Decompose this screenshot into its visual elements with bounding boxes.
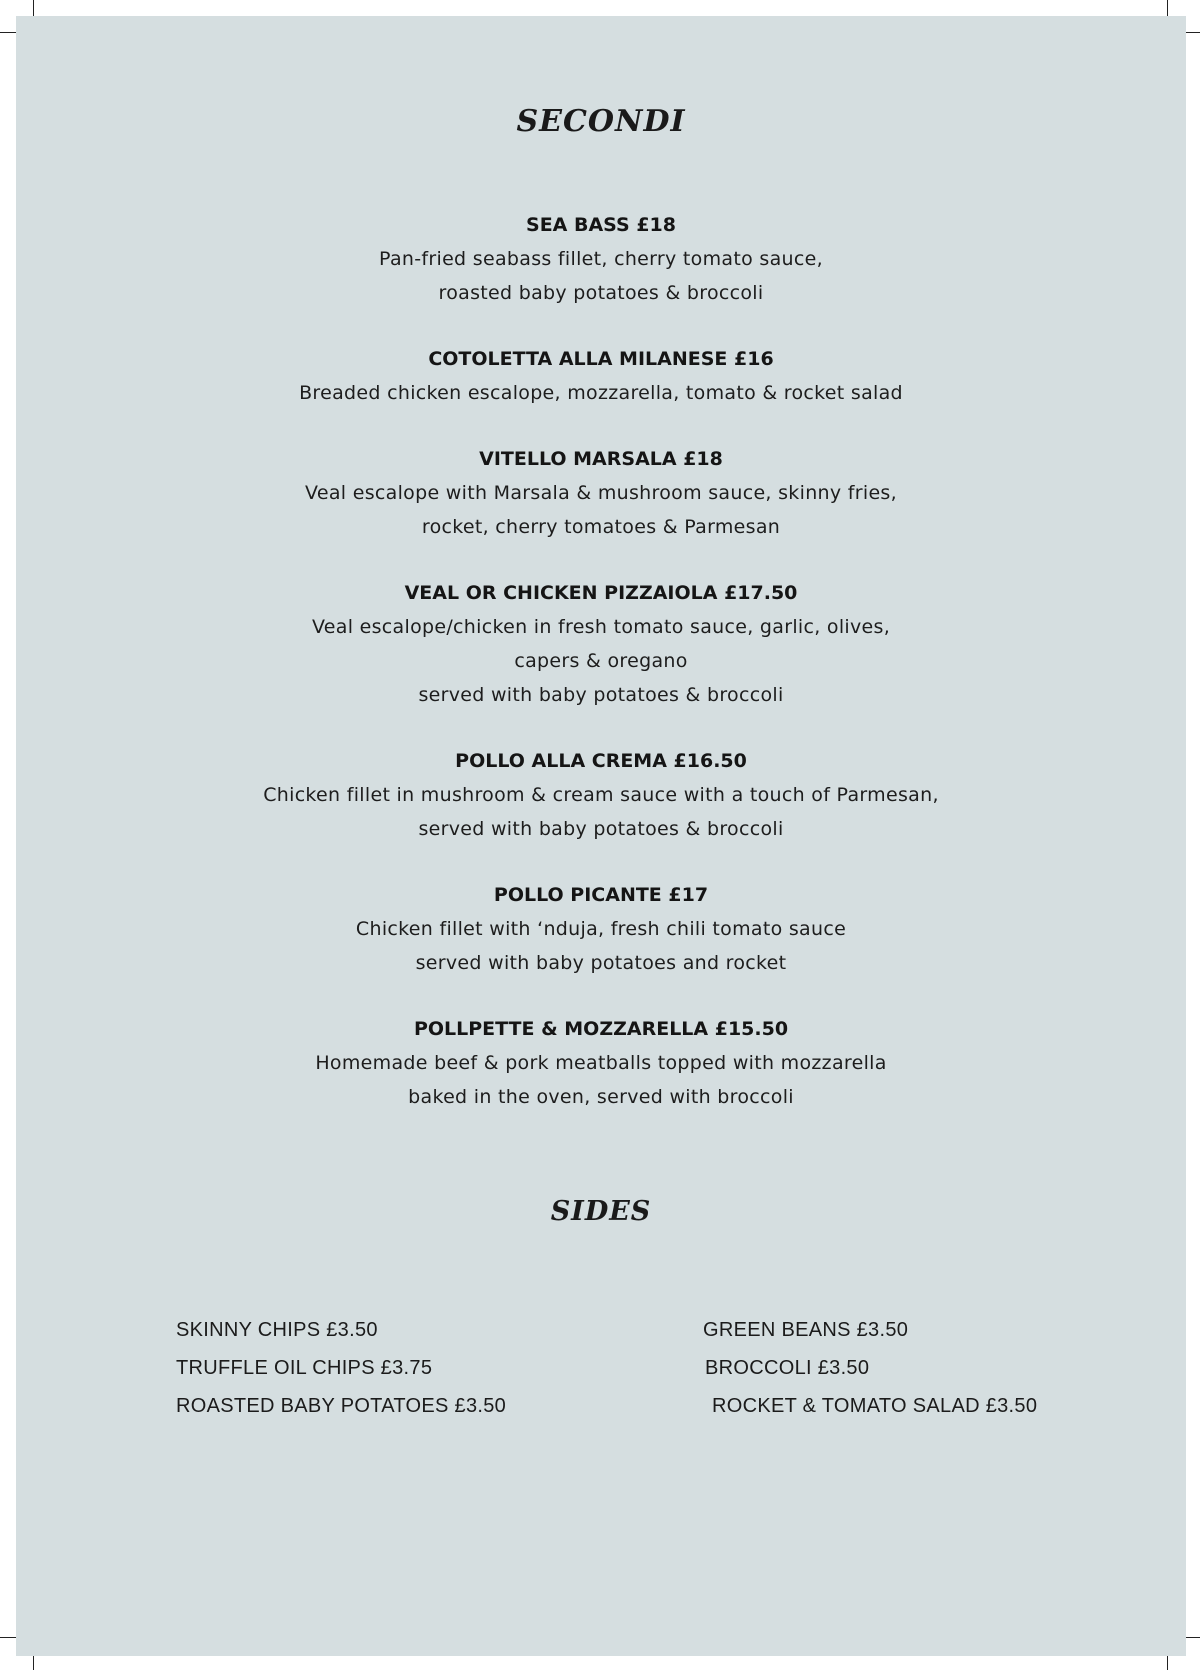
- side-item: SKINNY CHIPS £3.50: [176, 1319, 378, 1341]
- dish-name: SEA BASS £18: [526, 214, 676, 236]
- dish-name: POLLO PICANTE £17: [493, 884, 709, 906]
- dish-description: Veal escalope with Marsala & mushroom sauce, skinny fries,: [305, 482, 897, 504]
- dish-description: served with baby potatoes & broccoli: [418, 818, 784, 840]
- side-item: GREEN BEANS £3.50: [703, 1319, 909, 1341]
- dish-description: Breaded chicken escalope, mozzarella, tomato & rocket salad: [299, 382, 903, 404]
- side-item: TRUFFLE OIL CHIPS £3.75: [176, 1357, 433, 1379]
- dish-pollo-alla-crema: [16, 744, 1186, 846]
- dish-pollo-picante: [16, 878, 1186, 980]
- dish-description: baked in the oven, served with broccoli: [408, 1086, 794, 1108]
- dish-name: VEAL OR CHICKEN PIZZAIOLA £17.50: [404, 582, 798, 604]
- dish-description: Veal escalope/chicken in fresh tomato sauce, garlic, olives,: [311, 616, 891, 638]
- side-item: ROASTED BABY POTATOES £3.50: [176, 1395, 507, 1417]
- dish-description: Homemade beef & pork meatballs topped with mozzarella: [315, 1052, 887, 1074]
- dish-description: roasted baby potatoes & broccoli: [438, 282, 764, 304]
- side-item: BROCCOLI £3.50: [705, 1357, 870, 1379]
- dish-description: served with baby potatoes and rocket: [415, 952, 787, 974]
- dish-name: POLLPETTE & MOZZARELLA £15.50: [413, 1018, 789, 1040]
- dish-description: Chicken fillet with ‘nduja, fresh chili tomato sauce: [355, 918, 847, 940]
- dish-vitello-marsala: [16, 442, 1186, 544]
- dish-name: POLLO ALLA CREMA £16.50: [455, 750, 747, 772]
- dish-name: COTOLETTA ALLA MILANESE £16: [428, 348, 774, 370]
- secondi-title: SECONDI: [516, 104, 686, 139]
- secondi-dish-list: [16, 208, 1186, 1146]
- dish-sea-bass: [16, 208, 1186, 310]
- dish-description: capers & oregano: [514, 650, 688, 672]
- sides-column-left: [176, 1311, 506, 1425]
- dish-name: VITELLO MARSALA £18: [479, 448, 723, 470]
- dish-veal-or-chicken-pizzaiola: [16, 576, 1186, 712]
- sides-column-right: [703, 1311, 1037, 1425]
- dish-pollpette-and-mozzarella: [16, 1012, 1186, 1114]
- dish-description: rocket, cherry tomatoes & Parmesan: [421, 516, 781, 538]
- dish-description: Chicken fillet in mushroom & cream sauce with a touch of Parmesan,: [263, 784, 939, 806]
- dish-cotoletta-alla-milanese: [16, 342, 1186, 410]
- dish-description: served with baby potatoes & broccoli: [418, 684, 784, 706]
- dish-description: Pan-fried seabass fillet, cherry tomato sauce,: [379, 248, 823, 270]
- menu-page: [16, 16, 1186, 1656]
- sides-title: SIDES: [550, 1196, 652, 1227]
- side-item: ROCKET & TOMATO SALAD £3.50: [712, 1395, 1038, 1417]
